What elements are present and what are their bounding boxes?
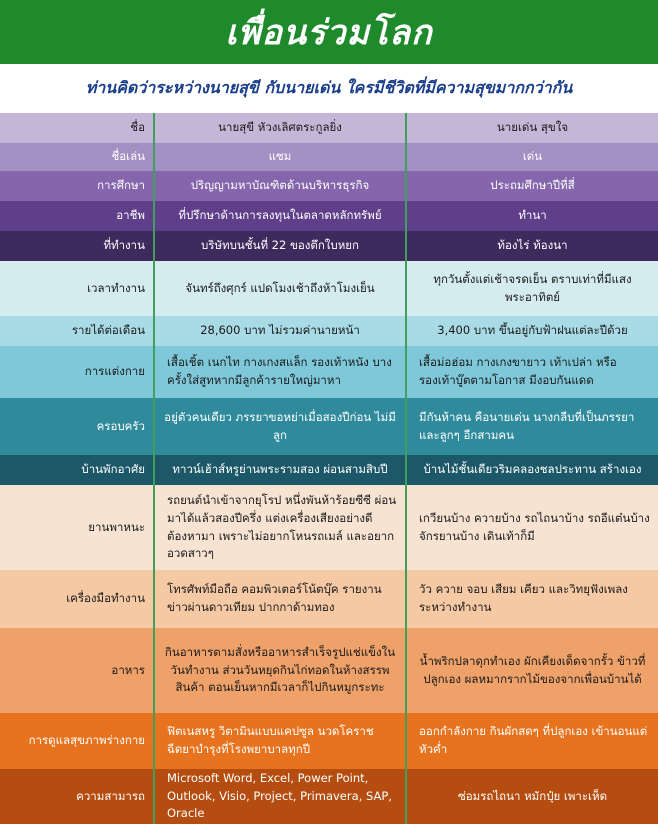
table-row	[0, 261, 658, 316]
table-row	[0, 143, 658, 171]
den-value: น้ำพริกปลาดุกทำเอง ผักเคียงเด็ดจากรั้ว ข้าวที่ปลูกเอง ผลหมากรากไม้ของจากเพื่อนบ้านได้	[405, 628, 658, 713]
den-value: ออกกำลังกาย กินผักสดๆ ที่ปลูกเอง เข้านอนแต่หัวค่ำ	[405, 713, 658, 769]
suki-value: อยู่ตัวคนเดียว ภรรยาขอหย่าเมื่อสองปีก่อน ไม่มีลูก	[153, 398, 405, 455]
table-row	[0, 171, 658, 201]
suki-value: Microsoft Word, Excel, Power Point, Outlook, Visio, Project, Primavera, SAP, Oracle	[153, 769, 405, 824]
row-label: บ้านพักอาศัย	[81, 462, 145, 477]
table-row	[0, 628, 658, 713]
den-value: วัว ควาย จอบ เสียม เคียว และวิทยุฟังเพลงระหว่างทำงาน	[405, 570, 658, 628]
row-label: อาหาร	[111, 662, 145, 677]
title-banner	[0, 0, 658, 64]
table-row	[0, 346, 658, 398]
table-row	[0, 485, 658, 570]
row-label: เวลาทำงาน	[87, 280, 145, 295]
row-label: ยานพาหนะ	[88, 519, 145, 534]
suki-value: 28,600 บาท ไม่รวมค่านายหน้า	[153, 316, 405, 346]
row-label: ความสามารถ	[76, 788, 145, 803]
table-row	[0, 316, 658, 346]
table-row	[0, 398, 658, 455]
den-value: มีกันห้าคน คือนายเด่น นางกลีบที่เป็นภรรยา และลูกๆ อีกสามคน	[405, 398, 658, 455]
den-value: เกวียนบ้าง ควายบ้าง รถไถนาบ้าง รถอีแต๋นบ้าง จักรยานบ้าง เดินเท้าก็มี	[405, 485, 658, 570]
row-label: ครอบครัว	[96, 418, 145, 433]
den-value: ประถมศึกษาปีที่สี่	[405, 171, 658, 201]
suki-value: โทรศัพท์มือถือ คอมพิวเตอร์โน้ตบุ๊ค รายงานข่าวผ่านดาวเทียม ปากกาด้ามทอง	[153, 570, 405, 628]
suki-value: ที่ปรึกษาด้านการลงทุนในตลาดหลักทรัพย์	[153, 201, 405, 231]
comparison-table	[0, 113, 658, 824]
suki-value: ฟิตเนสหรู วิตามินแบบแคปซูล นวดโคราช ฉีดยาบำรุงที่โรงพยาบาลทุกปี	[153, 713, 405, 769]
den-value: เด่น	[405, 143, 658, 171]
row-label: รายได้ต่อเดือน	[71, 323, 145, 338]
suki-value: บริษัทบนชั้นที่ 22 ของตึกใบหยก	[153, 231, 405, 261]
den-value: ทุกวันตั้งแต่เช้าจรดเย็น ตราบเท่าที่มีแสงพระอาทิตย์	[405, 261, 658, 316]
table-row	[0, 231, 658, 261]
suki-value: ปริญญามหาบัณฑิตด้านบริหารธุรกิจ	[153, 171, 405, 201]
row-label: ที่ทำงาน	[103, 238, 145, 253]
table-row	[0, 570, 658, 628]
table-row	[0, 713, 658, 769]
suki-value: รถยนต์นำเข้าจากยุโรป หนึ่งพันห้าร้อยซีซี ผ่อนมาได้แล้วสองปีครึ่ง แต่งเครื่องเสียงอย่างดี ต้องหามา เพราะไม่อยากโหนรถเมล์ และอยากอวดสาวๆ	[153, 485, 405, 570]
den-value: บ้านไม้ชั้นเดียวริมคลองชลประทาน สร้างเอง	[405, 455, 658, 485]
den-value: ท้องไร่ ท้องนา	[405, 231, 658, 261]
table-row	[0, 769, 658, 824]
row-label: การแต่งกาย	[84, 364, 145, 379]
suki-value: เสื้อเชิ้ต เนกไท กางเกงสแล็ก รองเท้าหนัง บางครั้งใส่สูทหากมีลูกค้ารายใหญ่มาหา	[153, 346, 405, 398]
row-label: ชื่อเล่น	[111, 149, 145, 164]
row-label: การศึกษา	[97, 178, 145, 193]
suki-value: แซม	[153, 143, 405, 171]
suki-value: จันทร์ถึงศุกร์ แปดโมงเช้าถึงห้าโมงเย็น	[153, 261, 405, 316]
den-value: ซ่อมรถไถนา หมักปุ๋ย เพาะเห็ด	[405, 769, 658, 824]
table-row	[0, 113, 658, 143]
row-label: ชื่อ	[130, 120, 145, 135]
page-title: เพื่อนร่วมโลก	[225, 13, 433, 53]
row-label: เครื่องมือทำงาน	[66, 591, 145, 606]
row-label: อาชีพ	[116, 208, 145, 223]
den-value: ทำนา	[405, 201, 658, 231]
den-value: นายเด่น สุขใจ	[405, 113, 658, 143]
suki-value: ทาวน์เฮ้าส์หรูย่านพระรามสอง ผ่อนสามสิบปี	[153, 455, 405, 485]
row-label: การดูแลสุขภาพร่างกาย	[28, 733, 145, 748]
table-row	[0, 455, 658, 485]
table-row	[0, 201, 658, 231]
suki-value: นายสุขี หัวงเลิศตระกูลยิ่ง	[153, 113, 405, 143]
den-value: เสื้อม่อฮ่อม กางเกงขายาว เท้าเปล่า หรือรองเท้าบู๊ตตามโอกาส มีงอบกันแดด	[405, 346, 658, 398]
suki-value: กินอาหารตามสั่งหรืออาหารสำเร็จรูปแช่แข็งในวันทำงาน ส่วนวันหยุดกินไก่ทอดในห้างสรรพสินค้า ตอนเย็นหากมีเวลาก็ไปกินหมูกระทะ	[153, 628, 405, 713]
den-value: 3,400 บาท ขึ้นอยู่กับฟ้าฝนแต่ละปีด้วย	[405, 316, 658, 346]
page-subtitle: ท่านคิดว่าระหว่างนายสุขี กับนายเด่น ใครมีชีวิตที่มีความสุขมากกว่ากัน	[0, 64, 658, 112]
